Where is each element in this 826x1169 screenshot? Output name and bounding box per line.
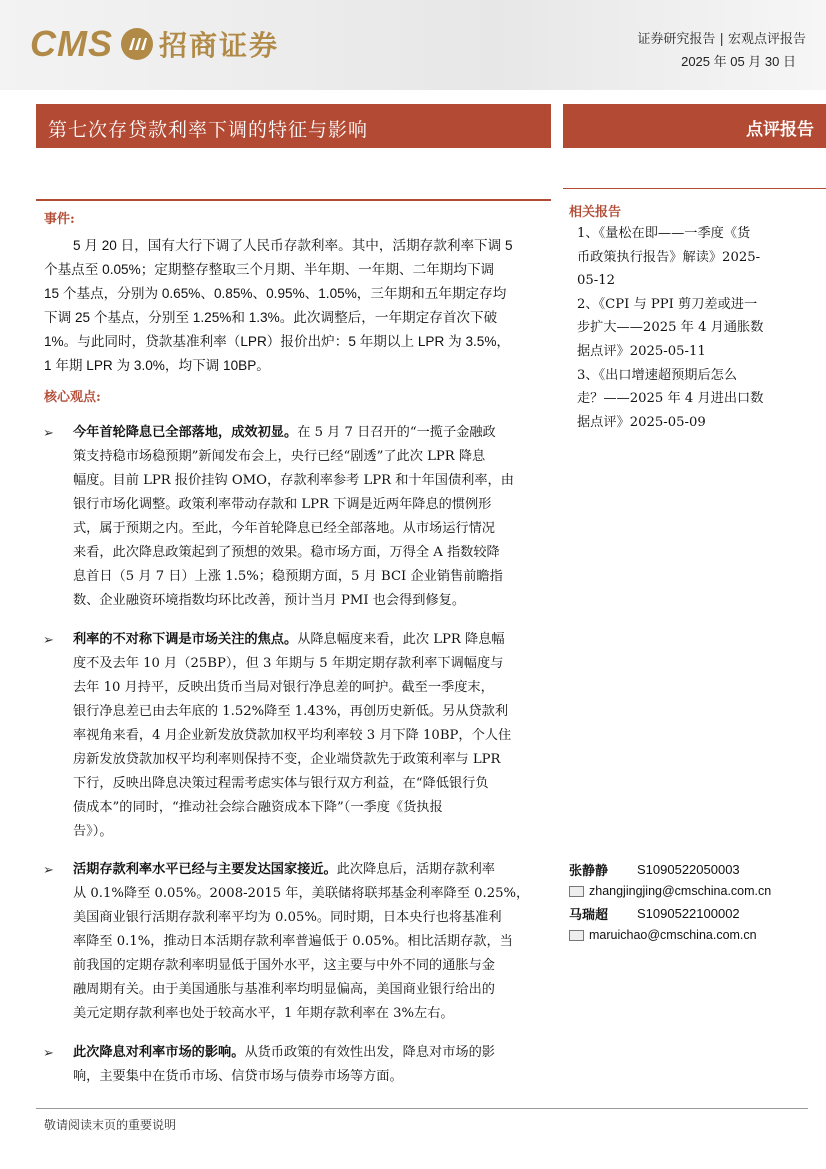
bullet-arrow-icon: ➢ <box>43 1046 54 1061</box>
bullet-first-line <box>73 1041 551 1065</box>
event-heading: 事件: <box>44 212 75 227</box>
related-line[interactable]: 走？——2025 年 4 月进出口数 <box>577 391 764 407</box>
analyst-email-row <box>569 880 799 902</box>
related-line[interactable]: 2、《CPI 与 PPI 剪刀差或进一 <box>577 296 758 312</box>
analyst-email-row <box>569 924 799 946</box>
logo-cn-text: 招商证券 <box>159 29 280 62</box>
event-line: 个基点至 0.05%；定期整存整取三个月期、半年期、一年期、二年期均下调 <box>44 262 495 277</box>
footer-divider <box>36 1108 808 1109</box>
logo-cms-text: CMS <box>30 23 113 64</box>
related-line[interactable]: 据点评》2025-05-11 <box>577 343 706 359</box>
bullet-line: 前我国的定期存款利率明显低于国外水平，这主要与中外不同的通胀与金 <box>73 958 495 973</box>
analyst-id: S1090522100002 <box>637 905 740 921</box>
bullet-line: 美国商业银行活期存款利率平均为 0.05%。同时期，日本央行也将基准利 <box>73 910 502 925</box>
bullet-line: 式，属于预期之内。至此，今年首轮降息已经全部落地。从市场运行情况 <box>73 521 495 536</box>
bullet-line: 策支持稳市场稳预期”新闻发布会上，央行已经“剧透”了此次 LPR 降息 <box>73 449 486 464</box>
related-line[interactable]: 步扩大——2025 年 4 月通胀数 <box>577 320 764 336</box>
bullet-first-line <box>73 421 551 445</box>
bullet-line: 房新发放贷款加权平均利率则保持不变，企业端贷款先于政策利率与 LPR <box>73 752 501 767</box>
logo <box>30 22 279 66</box>
report-title: 第七次存贷款利率下调的特征与影响 <box>48 119 369 141</box>
bullet-line: 数、企业融资环境指数均环比改善，预计当月 PMI 也会得到修复。 <box>73 593 466 608</box>
bullet-line: 来看，此次降息政策起到了预想的效果。稳市场方面，万得全 A 指数较降 <box>73 545 500 560</box>
bullet-arrow-icon: ➢ <box>43 426 54 441</box>
bullet-first-rest: 从降息幅度来看，此次 LPR 降息幅 <box>297 632 505 647</box>
main-divider <box>36 199 551 201</box>
related-line[interactable]: 币政策执行报告》解读》2025- <box>577 249 761 265</box>
event-line: 5 月 20 日，国有大行下调了人民币存款利率。其中，活期存款利率下调 5 <box>73 238 513 253</box>
related-line[interactable]: 据点评》2025-05-09 <box>577 414 706 430</box>
bullet-first-line <box>73 858 551 882</box>
bullet-first-rest: 在 5 月 7 日召开的“一揽子金融政 <box>297 425 496 440</box>
analyst-email[interactable]: maruichao@cmschina.com.cn <box>589 928 757 942</box>
event-line: 下调 25 个基点，分别至 1.25%和 1.3%。此次调整后，一年期定存首次下破 <box>44 310 498 325</box>
footer-note: 敬请阅读末页的重要说明 <box>44 1118 177 1132</box>
analyst-row <box>569 858 799 880</box>
analyst-email[interactable]: zhangjingjing@cmschina.com.cn <box>589 884 772 898</box>
report-category: 证券研究报告 | 宏观点评报告 <box>637 32 806 47</box>
bullet-line: 响，主要集中在货币市场、信贷市场与债券市场等方面。 <box>73 1069 403 1084</box>
mail-icon <box>569 930 584 941</box>
bullet-line: 美元定期存款利率也处于较高水平，1 年期存款利率在 3%左右。 <box>73 1006 454 1021</box>
event-line: 1%。与此同时，贷款基准利率（LPR）报价出炉：5 年期以上 LPR 为 3.5%， <box>44 334 511 349</box>
bullet-line: 银行净息差已由去年底的 1.52%降至 1.43%，再创历史新低。另从贷款利 <box>73 704 509 719</box>
bullet-lead: 活期存款利率水平已经与主要发达国家接近。 <box>73 862 337 877</box>
bullet-line: 息首日（5 月 7 日）上涨 1.5%；稳预期方面，5 月 BCI 企业销售前瞻指 <box>73 569 503 584</box>
analyst-name: 马瑞超 <box>569 907 609 923</box>
bullet-line: 率降至 0.1%，推动日本活期存款利率普遍低于 0.05%。相比活期存款，当 <box>73 934 513 949</box>
related-heading: 相关报告 <box>569 205 622 220</box>
bullet-line: 从 0.1%降至 0.05%。2008-2015 年，美联储将联邦基金利率降至 0.25%， <box>73 886 530 901</box>
bullet-first-line <box>73 628 551 652</box>
related-line[interactable]: 1、《量松在即——一季度《货 <box>577 226 751 241</box>
bullet-arrow-icon: ➢ <box>43 633 54 648</box>
bullet-line: 度不及去年 10 月（25BP），但 3 年期与 5 年期定期存款利率下调幅度与 <box>73 656 504 671</box>
bullet-line: 债成本”的同时，“推动社会综合融资成本下降”（一季度《货执报 <box>73 800 443 815</box>
bullet-line: 融周期有关。由于美国通胀与基准利率均明显偏高，美国商业银行给出的 <box>73 982 495 997</box>
bullet-first-rest: 此次降息后，活期存款利率 <box>336 862 495 877</box>
report-date: 2025 年 05 月 30 日 <box>681 54 796 69</box>
bullet-lead: 今年首轮降息已全部落地，成效初显。 <box>73 425 298 440</box>
tag-bar <box>563 104 826 148</box>
bullet-line: 银行市场化调整。政策利率带动存款和 LPR 下调是近两年降息的惯例形 <box>73 497 492 512</box>
related-line[interactable]: 3、《出口增速超预期后怎么 <box>577 367 738 383</box>
related-line[interactable]: 05-12 <box>577 273 616 289</box>
analyst-row <box>569 902 799 924</box>
event-line: 15 个基点，分别为 0.65%、0.85%、0.95%、1.05%，三年期和五年期定存均 <box>44 286 507 301</box>
title-bar <box>36 104 551 148</box>
analyst-block <box>569 858 799 946</box>
core-heading: 核心观点: <box>44 390 101 405</box>
analyst-id: S1090522050003 <box>637 861 740 877</box>
bullet-line: 告》）。 <box>73 824 113 839</box>
analyst-name: 张静静 <box>569 863 609 879</box>
bullet-line: 率视角来看，4 月企业新发放贷款加权平均利率较 3 月下降 10BP，个人住 <box>73 728 512 743</box>
logo-mark-icon <box>119 26 155 62</box>
report-tag: 点评报告 <box>746 120 814 140</box>
bullet-arrow-icon: ➢ <box>43 863 54 878</box>
bullet-lead: 此次降息对利率市场的影响。 <box>73 1045 245 1060</box>
bullet-line: 幅度。目前 LPR 报价挂钩 OMO，存款利率参考 LPR 和十年国债利率，由 <box>73 473 514 488</box>
side-divider <box>563 188 826 189</box>
bullet-lead: 利率的不对称下调是市场关注的焦点。 <box>73 632 298 647</box>
bullet-line: 下行，反映出降息决策过程需考虑实体与银行双方利益，在“降低银行负 <box>73 776 489 791</box>
bullet-line: 去年 10 月持平，反映出货币当局对银行净息差的呵护。截至一季度末， <box>73 680 494 695</box>
related-list <box>577 222 787 434</box>
mail-icon <box>569 886 584 897</box>
event-line: 1 年期 LPR 为 3.0%，均下调 10BP。 <box>44 358 270 373</box>
bullet-first-rest: 从货币政策的有效性出发，降息对市场的影 <box>244 1045 495 1060</box>
